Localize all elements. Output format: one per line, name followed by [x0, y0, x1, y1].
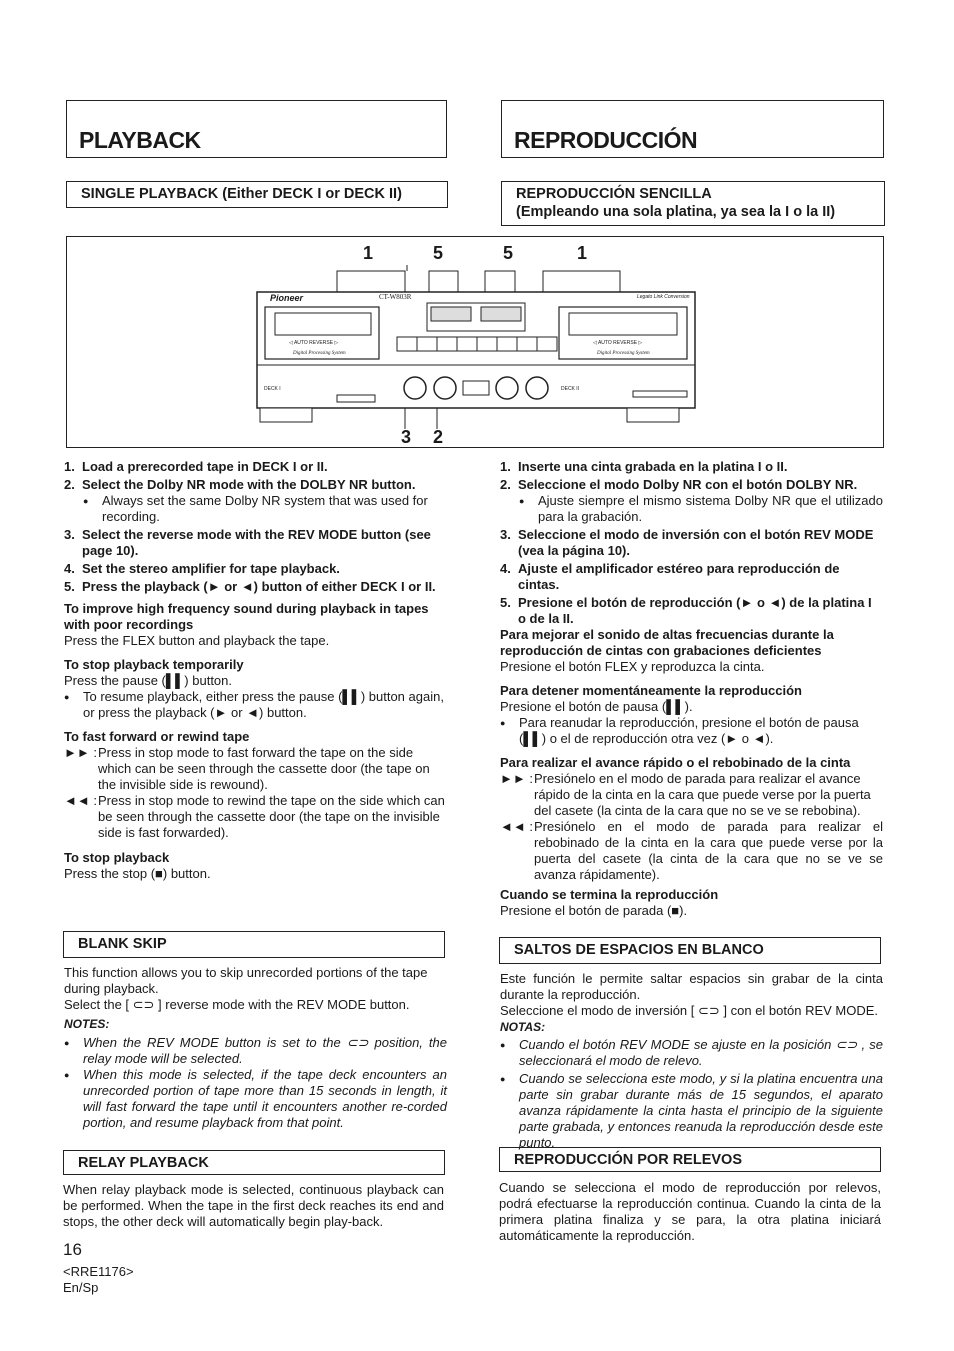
deck-illustration	[67, 237, 885, 449]
step-2-note: ● Always set the same Dolby NR system that was used for recording.	[83, 493, 447, 525]
callout-1-right: 1	[577, 243, 588, 263]
paso-2: 2. Seleccione el modo Dolby NR con el botón DOLBY NR.	[500, 477, 858, 492]
blank-text-1: This function allows you to skip unrecorded portions of the tape during playback.	[64, 965, 428, 996]
auto-reverse-left: ◁ AUTO REVERSE ▷	[289, 340, 339, 346]
mejorar-heading: Para mejorar el sonido de altas frecuencias durante la reproducción de cintas con grabaciones deficientes	[500, 627, 834, 658]
termina-text: Presione el botón de parada (■).	[500, 903, 688, 918]
deck1-label: DECK I	[264, 386, 281, 392]
saltos-text-1: Este función le permite saltar espacios sin grabar de la cinta durante la reproducción.	[500, 971, 883, 1002]
step-2: 2. Select the Dolby NR mode with the DOLBY NR button.	[64, 477, 416, 492]
brand-logo: Pioneer	[270, 293, 304, 303]
detener-heading: Para detener momentáneamente la reproducción	[500, 683, 802, 698]
mejorar-text: Presione el botón FLEX y reproduzca la cinta.	[500, 659, 765, 674]
paso-5: 5. Presione el botón de reproducción (► o ◄) de la platina I o de la II.	[500, 595, 872, 626]
stop-heading: To stop playback	[64, 850, 170, 865]
detener-bullet: ● Para reanudar la reproducción, presione el botón de pausa (▌▌) o el de reproducción otra vez (► o ◄).	[500, 715, 883, 747]
section-relay-playback: RELAY PLAYBACK	[63, 1150, 445, 1175]
notas-heading: NOTAS:	[500, 1020, 546, 1034]
improve-heading: To improve high frequency sound during playback in tapes with poor recordings	[64, 601, 429, 632]
avance-heading: Para realizar el avance rápido o el rebobinado de la cinta	[500, 755, 851, 770]
termina-heading: Cuando se termina la reproducción	[500, 887, 719, 902]
callout-5-right: 5	[503, 243, 514, 263]
right-column	[500, 459, 883, 919]
section-single-playback-label: SINGLE PLAYBACK (Either DECK I or DECK II)	[81, 186, 402, 202]
dps-label-left: Digital Processing System	[293, 351, 346, 356]
ff-rw-heading: To fast forward or rewind tape	[64, 729, 250, 744]
notes-heading: NOTES:	[64, 1017, 110, 1031]
page-number: 16	[63, 1240, 82, 1259]
detener-text: Presione el botón de pausa (▌▌).	[500, 699, 693, 714]
dps-label-right: Digital Processing System	[597, 351, 650, 356]
section-blank-skip: BLANK SKIP	[63, 931, 445, 958]
rebobinado-item: ◄◄ : Presiónelo en el modo de parada para realizar el rebobinado de la cinta en la cara que puede verse por la puerta del casete (la cinta de la cara que no se ve se avanza rápidamente).	[500, 819, 883, 882]
page-title-es: REPRODUCCIÓN	[514, 127, 698, 153]
paso-4: 4. Ajuste el amplificador estéreo para reproducción de cintas.	[500, 561, 840, 592]
nota-2: ● Cuando se selecciona este modo, y si la platina encuentra una parte sin grabar durante más de 15 segundos, el aparato avanza rápidamente la cinta hasta el principio de la siguiente parte grabada, y entonces reanuda la reproducción desde este punto.	[500, 1071, 883, 1151]
step-4: 4. Set the stereo amplifier for tape playback.	[64, 561, 340, 576]
note-1: ● When the REV MODE button is set to the ⊂⊃ position, the relay mode will be selected.	[64, 1035, 447, 1067]
legato-link-label: Legato Link Conversion	[637, 294, 690, 300]
model-label: CT-W803R	[379, 293, 412, 301]
section-saltos-espacios: SALTOS DE ESPACIOS EN BLANCO	[499, 937, 881, 964]
deck2-label: DECK II	[561, 386, 580, 392]
relay-text: When relay playback mode is selected, continuous playback can be performed. When the tape in the first deck reaches its end and stops, the other deck will automatically begin play-back.	[63, 1182, 444, 1229]
rw-item: ◄◄ : Press in stop mode to rewind the tape on the side which can be seen through the cassette door (the tape on the invisible side is fast forwarded).	[64, 793, 445, 840]
paso-2-nota: ● Ajuste siempre el mismo sistema Dolby NR que el utilizado para la grabación.	[519, 493, 883, 525]
stop-temp-heading: To stop playback temporarily	[64, 657, 244, 672]
section-single-playback	[66, 181, 448, 208]
step-1: 1. Load a prerecorded tape in DECK I or II.	[64, 459, 328, 474]
stop-text: Press the stop (■) button.	[64, 866, 211, 881]
step-5: 5. Press the playback (► or ◄) button of either DECK I or II.	[64, 579, 436, 594]
stop-temp-text: Press the pause (▌▌) button.	[64, 673, 233, 688]
paso-3: 3. Seleccione el modo de inversión con el botón REV MODE (vea la página 10).	[500, 527, 874, 558]
page-title-en: PLAYBACK	[79, 127, 201, 153]
title-box-playback	[66, 100, 447, 158]
section-reproduccion-sencilla	[501, 181, 885, 226]
callout-5-left: 5	[433, 243, 444, 263]
nota-1: ● Cuando el botón REV MODE se ajuste en la posición ⊂⊃ , se seleccionará el modo de relevo.	[500, 1037, 883, 1069]
auto-reverse-right: ◁ AUTO REVERSE ▷	[593, 340, 643, 346]
callout-3: 3	[401, 427, 412, 447]
note-2: ● When this mode is selected, if the tape deck encounters an unrecorded portion of tape more than 15 seconds in length, it will fast forward the tape until it encounters another re-corded portion, and resume playback from that point.	[64, 1067, 447, 1131]
improve-text: Press the FLEX button and playback the tape.	[64, 633, 330, 648]
callout-1-left: 1	[363, 243, 374, 263]
relevos-text: Cuando se selecciona el modo de reproducción por relevos, podrá efectuarse la reproducción continua. Cuando la cinta de la primera platina finaliza y se para, la otra platina iniciará automáticamente la reproducción.	[499, 1180, 881, 1243]
ff-item: ►► : Press in stop mode to fast forward the tape on the side which can be seen through the cassette door (the tape on the invisible side is rewound).	[64, 745, 430, 792]
cassette-deck-diagram	[66, 236, 884, 448]
callout-2: 2	[433, 427, 444, 447]
right-blank-skip	[500, 971, 883, 1151]
avance-item: ►► : Presiónelo en el modo de parada para realizar el avance rápido de la cinta en la cara que puede verse por la puerta del casete (la cinta de la cara que no se ve se rebobina).	[500, 771, 871, 818]
saltos-text-2: Seleccione el modo de inversión [ ⊂⊃ ] con el botón REV MODE.	[500, 1003, 879, 1018]
title-box-reproduccion	[501, 100, 884, 158]
step-3: 3. Select the reverse mode with the REV MODE button (see page 10).	[64, 527, 431, 558]
stop-temp-bullet: ● To resume playback, either press the pause (▌▌) button again, or press the playback (► or ◄) button.	[64, 689, 447, 721]
left-column	[64, 459, 447, 882]
left-blank-skip	[64, 965, 447, 1131]
section-reproduccion-sencilla-line1: REPRODUCCIÓN SENCILLA	[516, 186, 712, 202]
language-code: En/Sp	[63, 1280, 99, 1295]
paso-1: 1. Inserte una cinta grabada en la platina I o II.	[500, 459, 788, 474]
document-code: <RRE1176>	[63, 1264, 134, 1279]
blank-text-2: Select the [ ⊂⊃ ] reverse mode with the REV MODE button.	[64, 997, 410, 1012]
section-relevos: REPRODUCCIÓN POR RELEVOS	[499, 1147, 881, 1172]
section-reproduccion-sencilla-line2: (Empleando una sola platina, ya sea la I o la II)	[516, 204, 836, 220]
